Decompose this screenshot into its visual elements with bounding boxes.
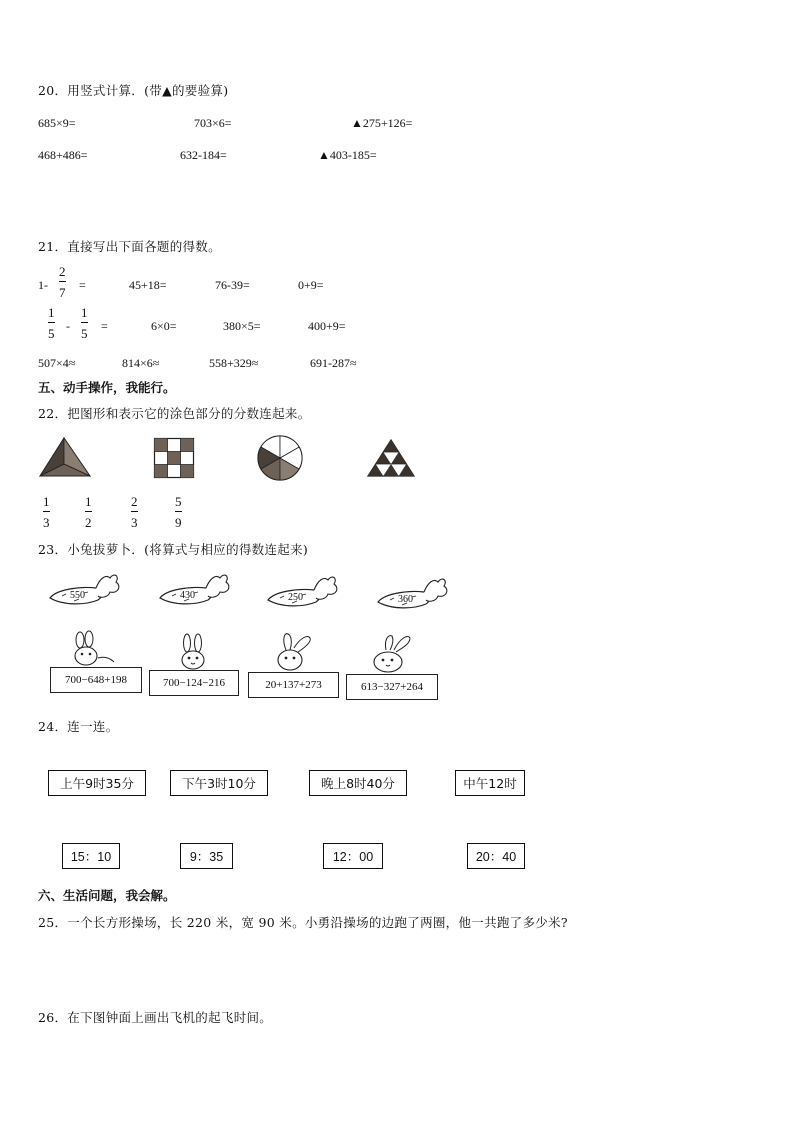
q21-expr-6: 400+9= xyxy=(308,319,346,333)
fraction-denominator: 5 xyxy=(81,322,88,340)
digital-time-box-4: 20：40 xyxy=(467,843,525,869)
section-six-heading: 六、生活问题，我会解。 xyxy=(38,888,176,903)
checkerboard-square-figure xyxy=(154,438,194,478)
shaded-triangle-grid-figure xyxy=(366,438,416,478)
q20-expr-2: 703×6= xyxy=(194,116,232,130)
fraction-numerator: 2 xyxy=(59,264,66,279)
fraction-denominator: 7 xyxy=(59,281,66,299)
carrot-250 xyxy=(266,570,338,614)
shaded-circle-figure xyxy=(256,434,304,482)
q24-title: 24．连一连。 xyxy=(38,719,119,734)
fraction-denominator: 2 xyxy=(85,511,92,529)
q21-equals: = xyxy=(79,278,86,292)
time-description-box-4: 中午12时 xyxy=(455,770,525,796)
digital-time-box-3: 12：00 xyxy=(323,843,383,869)
fraction-denominator: 5 xyxy=(48,322,55,340)
rabbit-icon xyxy=(368,632,414,674)
q21-expr-3: 0+9= xyxy=(298,278,324,292)
time-description-box-1: 上午9时35分 xyxy=(48,770,146,796)
fraction-numerator: 2 xyxy=(131,494,138,509)
expression-box-3: 20+137+273 xyxy=(248,672,339,698)
q21-expr-2: 76-39= xyxy=(215,278,250,292)
q21-minus: - xyxy=(66,319,70,333)
q20-expr-1: 685×9= xyxy=(38,116,76,130)
shaded-triangle-figure xyxy=(38,436,92,478)
q22-fraction-5-9 xyxy=(172,495,185,529)
section-five-heading: 五、动手操作，我能行。 xyxy=(38,380,176,395)
q21-expr-1: 45+18= xyxy=(129,278,167,292)
fraction-numerator: 1 xyxy=(81,305,88,320)
q21-fraction-2-7 xyxy=(56,265,69,299)
fraction-denominator: 3 xyxy=(131,511,138,529)
carrot-430 xyxy=(158,568,230,612)
fraction-denominator: 9 xyxy=(175,511,182,529)
q21-equals-2: = xyxy=(101,319,108,333)
fraction-denominator: 3 xyxy=(43,511,50,529)
q22-fraction-1-3 xyxy=(40,495,53,529)
q21-fraction-1-5-a xyxy=(45,306,58,340)
q22-title: 22．把图形和表示它的涂色部分的分数连起来。 xyxy=(38,406,311,421)
rabbit-icon xyxy=(176,634,210,670)
expression-box-2: 700−124−216 xyxy=(149,670,239,696)
expression-box-1: 700−648+198 xyxy=(50,667,142,693)
fraction-numerator: 1 xyxy=(48,305,55,320)
time-description-box-3: 晚上8时40分 xyxy=(309,770,407,796)
carrot-value: 430 xyxy=(180,590,195,601)
time-description-box-2: 下午3时10分 xyxy=(170,770,268,796)
q22-fraction-1-2 xyxy=(82,495,95,529)
q21-expr-5: 380×5= xyxy=(223,319,261,333)
q21-prefix: 1- xyxy=(38,278,48,292)
q25-title: 25．一个长方形操场，长 220 米，宽 90 米。小勇沿操场的边跑了两圈，他一共跑了多少米? xyxy=(38,915,568,930)
q21-title: 21．直接写出下面各题的得数。 xyxy=(38,239,221,254)
digital-time-box-2: 9：35 xyxy=(180,843,233,869)
q26-title: 26．在下图钟面上画出飞机的起飞时间。 xyxy=(38,1010,273,1025)
q23-title: 23．小兔拔萝卜．(将算式与相应的得数连起来) xyxy=(38,542,309,557)
fraction-numerator: 1 xyxy=(43,494,50,509)
carrot-value: 360 xyxy=(398,594,413,605)
expression-box-4: 613−327+264 xyxy=(346,674,438,700)
fraction-numerator: 1 xyxy=(85,494,92,509)
rabbit-icon xyxy=(70,632,116,668)
fraction-numerator: 5 xyxy=(175,494,182,509)
q22-fraction-2-3 xyxy=(128,495,141,529)
q20-expr-6: ▲403-185= xyxy=(318,148,377,162)
carrot-360 xyxy=(376,572,448,616)
q21-expr-4: 6×0= xyxy=(151,319,177,333)
carrot-550 xyxy=(48,568,120,612)
q20-title: 20．用竖式计算．(带▲的要验算) xyxy=(38,83,229,98)
q21-estimate-3: 558+329≈ xyxy=(209,356,259,370)
carrot-value: 550 xyxy=(70,590,85,601)
q21-fraction-1-5-b xyxy=(78,306,91,340)
q20-expr-5: 632-184= xyxy=(180,148,227,162)
q20-expr-3: ▲275+126= xyxy=(351,116,413,130)
q21-estimate-1: 507×4≈ xyxy=(38,356,76,370)
q21-estimate-2: 814×6≈ xyxy=(122,356,160,370)
rabbit-icon xyxy=(272,630,314,672)
q21-estimate-4: 691-287≈ xyxy=(310,356,357,370)
carrot-value: 250 xyxy=(288,592,303,603)
digital-time-box-1: 15：10 xyxy=(62,843,120,869)
q20-expr-4: 468+486= xyxy=(38,148,88,162)
